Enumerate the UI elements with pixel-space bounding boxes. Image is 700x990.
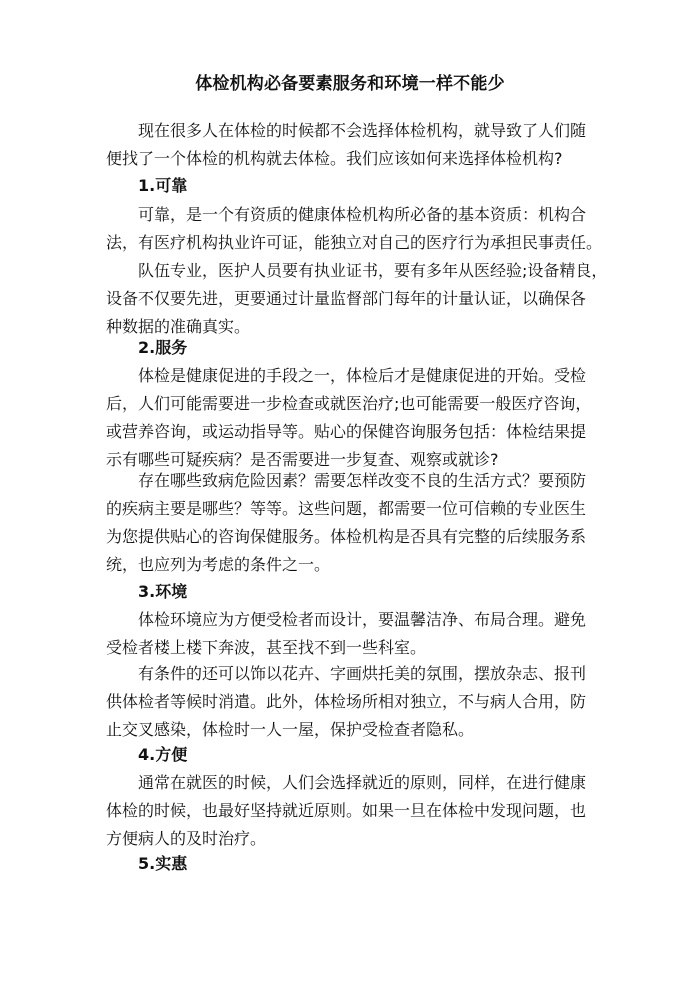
text-line: 体检环境应为方便受检者而设计，要温馨洁净、布局合理。避免 [138,610,587,629]
text-line: 设备不仅要先进，更要通过计量监督部门每年的计量认证，以确保各 [106,289,587,308]
text-line: 的疾病主要是哪些？等等。这些问题，都需要一位可信赖的专业医生 [106,499,587,518]
section-heading: 4.方便 [138,745,188,764]
text-line: 示有哪些可疑疾病？是否需要进一步复查、观察或就诊? [106,450,499,469]
section-heading: 5.实惠 [138,854,188,873]
text-line: 法，有医疗机构执业许可证，能独立对自己的医疗行为承担民事责任。 [106,233,603,252]
section-heading: 1.可靠 [138,176,188,195]
section-heading: 3.环境 [138,582,188,601]
text-line: 通常在就医的时候，人们会选择就近的原则，同样，在进行健康 [138,773,587,792]
text-line: 统，也应列为考虑的条件之一。 [106,555,331,574]
text-line: 现在很多人在体检的时候都不会选择体检机构，就导致了人们随 [138,121,587,140]
body-paragraph [106,769,598,853]
text-line: 为您提供贴心的咨询保健服务。体检机构是否具有完整的后续服务系 [106,527,587,546]
body-paragraph [106,606,598,662]
text-line: 存在哪些致病危险因素？需要怎样改变不良的生活方式？要预防 [138,471,587,490]
text-line: 止交叉感染，体检时一人一屋，保护受检查者隐私。 [106,720,475,739]
text-line: 受检者楼上楼下奔波，甚至找不到一些科室。 [106,638,427,657]
text-line: 体检的时候，也最好坚持就近原则。如果一旦在体检中发现问题，也 [106,801,587,820]
body-paragraph [106,257,608,341]
text-line: 可靠，是一个有资质的健康体检机构所必备的基本资质：机构合 [138,205,587,224]
text-line: 种数据的准确真实。 [106,317,251,336]
text-line: 有条件的还可以饰以花卉、字画烘托美的氛围，摆放杂志、报刊 [138,664,587,683]
body-paragraph [106,467,598,579]
text-line: 体检是健康促进的手段之一，体检后才是健康促进的开始。受检 [138,366,587,385]
body-paragraph [106,660,598,744]
text-line: 或营养咨询，或运动指导等。贴心的保健咨询服务包括：体检结果提 [106,422,587,441]
intro-paragraph [106,117,598,173]
body-paragraph [106,362,598,474]
body-paragraph [106,201,603,257]
section-heading: 2.服务 [138,338,188,357]
text-line: 后，人们可能需要进一步检查或就医治疗;也可能需要一般医疗咨询， [106,394,592,413]
text-line: 方便病人的及时治疗。 [106,829,267,848]
text-line: 便找了一个体检的机构就去体检。我们应该如何来选择体检机构? [106,149,563,168]
document-title: 体检机构必备要素服务和环境一样不能少 [195,74,505,94]
text-line: 队伍专业，医护人员要有执业证书，要有多年从医经验;设备精良， [138,261,608,280]
text-line: 供体检者等候时消遣。此外，体检场所相对独立，不与病人合用，防 [106,692,587,711]
